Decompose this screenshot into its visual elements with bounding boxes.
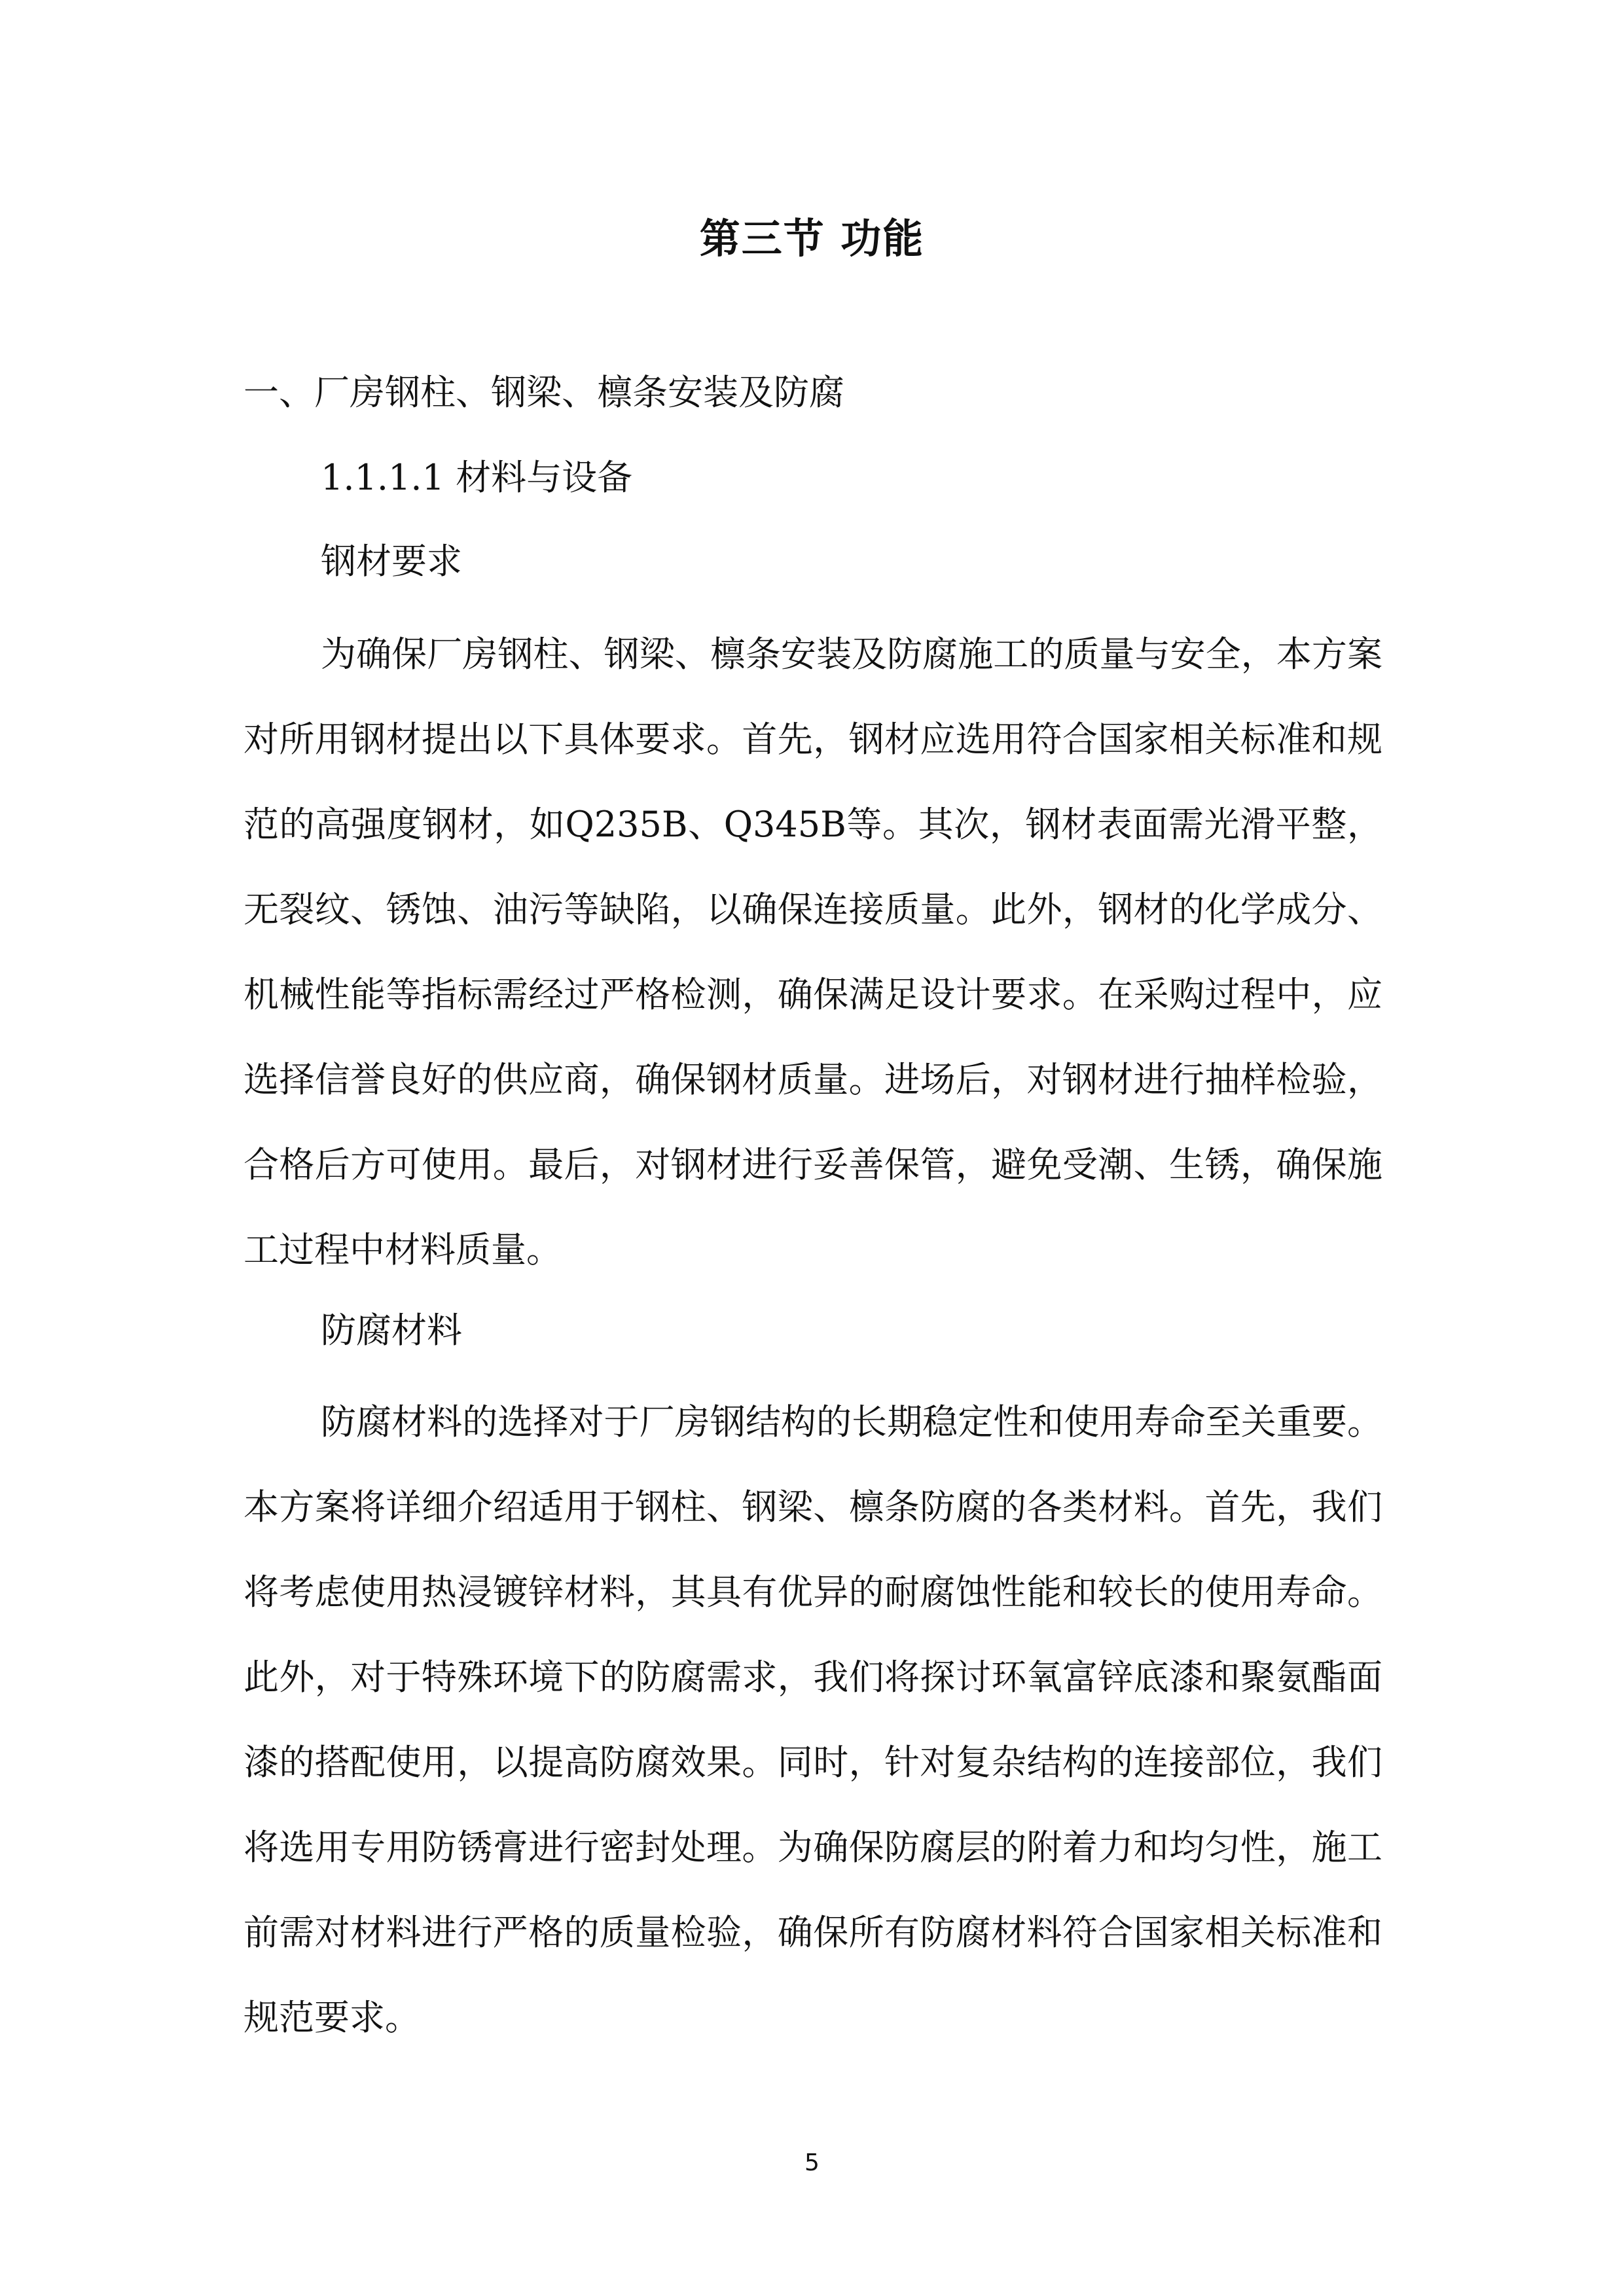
subsection-heading: 1.1.1.1 材料与设备 <box>321 457 633 498</box>
steel-requirements-paragraph: 为确保厂房钢柱、钢梁、檩条安装及防腐施工的质量与安全，本方案对所用钢材提出以下具体要求。首先，钢材应选用符合国家相关标准和规范的高强度钢材，如Q235B、Q345B等。其次，钢材表面需光滑平整，无裂纹、锈蚀、油污等缺陷，以确保连接质量。此外，钢材的化学成分、机械性能等指标需经过严格检测，确保满足设计要求。在采购过程中，应选择信誉良好的供应商，确保钢材质量。进场后，对钢材进行抽样检验，合格后方可使用。最后，对钢材进行妥善保管，避免受潮、生锈，确保施工过程中材料质量。 <box>244 634 1382 1270</box>
anticorrosion-materials-heading: 防腐材料 <box>321 1310 462 1351</box>
steel-requirements-heading: 钢材要求 <box>321 541 462 582</box>
section-heading: 一、厂房钢柱、钢梁、檩条安装及防腐 <box>244 372 844 413</box>
anticorrosion-materials-paragraph: 防腐材料的选择对于厂房钢结构的长期稳定性和使用寿命至关重要。本方案将详细介绍适用于钢柱、钢梁、檩条防腐的各类材料。首先，我们将考虑使用热浸镀锌材料，其具有优异的耐腐蚀性能和较长的使用寿命。此外，对于特殊环境下的防腐需求，我们将探讨环氧富锌底漆和聚氨酯面漆的搭配使用，以提高防腐效果。同时，针对复杂结构的连接部位，我们将选用专用防锈膏进行密封处理。为确保防腐层的附着力和均匀性，施工前需对材料进行严格的质量检验，确保所有防腐材料符合国家相关标准和规范要求。 <box>244 1401 1382 2038</box>
page-title: 第三节 功能 <box>699 215 925 262</box>
page-number: 5 <box>804 2149 820 2176</box>
